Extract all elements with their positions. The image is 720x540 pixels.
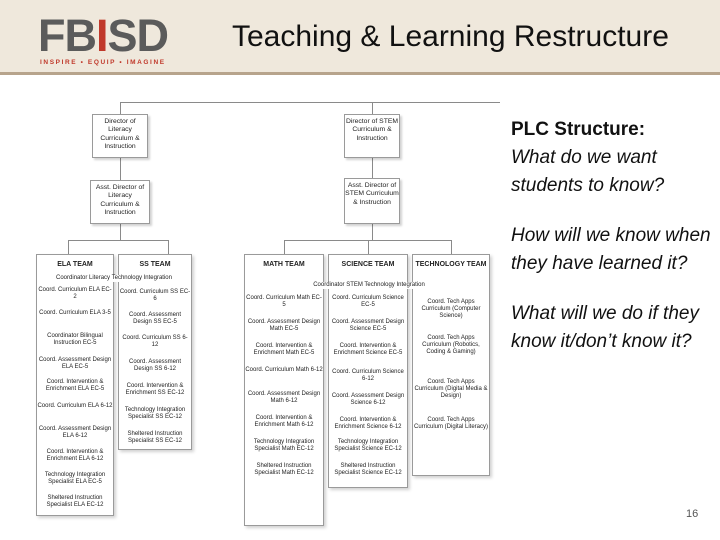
math-item: Sheltered Instruction Specialist Math EC-12 [254, 463, 314, 476]
ela-item: Sheltered Instruction Specialist ELA EC-12 [46, 495, 104, 508]
connector-stem-asst-teams [372, 224, 373, 240]
plc-question-know: What do we want students to know? [511, 147, 665, 196]
ela-item: Coord. Curriculum ELA 3-5 [39, 310, 111, 316]
director-literacy-box: Director of Literacy Curriculum & Instruction [92, 114, 148, 158]
connector-science-down [368, 240, 369, 254]
ss-item: Sheltered Instruction Specialist SS EC-12 [127, 431, 183, 444]
technology-item: Coord. Tech Apps Curriculum (Digital Literacy) [413, 417, 488, 430]
science-item: Coord. Curriculum Science 6-12 [332, 369, 404, 382]
ela-item: Coord. Intervention & Enrichment ELA EC-5 [45, 379, 105, 392]
ss-item: Coord. Intervention & Enrichment SS EC-12 [125, 383, 185, 396]
logo-wordmark [38, 12, 168, 60]
logo-text-right: SD [107, 10, 169, 61]
ela-item: Coord. Curriculum ELA 6-12 [37, 403, 113, 409]
page-number: 16 [686, 508, 699, 520]
technology-team-title: TECHNOLOGY TEAM [415, 261, 487, 268]
ela-team-column [36, 254, 114, 516]
science-item: Coord. Intervention & Enrichment Science EC-5 [333, 343, 403, 356]
header-divider [0, 72, 720, 75]
math-item: Coord. Curriculum Math EC-5 [246, 295, 322, 308]
connector-literacy-down [120, 102, 121, 114]
ss-item: Coord. Curriculum SS EC-6 [119, 289, 191, 302]
connector-literacy-asst-teams [120, 224, 121, 240]
plc-question-learned: How will we know when they have learned it? [511, 225, 711, 274]
ela-item: Coord. Assessment Design ELA EC-5 [38, 357, 112, 370]
science-item: Sheltered Instruction Specialist Science EC-12 [334, 463, 402, 476]
coordinator-literacy-tech-label: Coordinator Literacy Technology Integration [42, 275, 186, 282]
ela-item: Coord. Curriculum ELA EC-2 [38, 287, 112, 300]
ss-item: Technology Integration Specialist SS EC-12 [124, 407, 186, 420]
science-item: Coord. Assessment Design Science 6-12 [331, 393, 405, 406]
ela-item: Technology Integration Specialist ELA EC-5 [44, 472, 106, 485]
math-item: Coord. Curriculum Math 6-12 [245, 367, 323, 373]
math-item: Coord. Intervention & Enrichment Math EC-5 [253, 343, 315, 356]
ss-item: Coord. Assessment Design SS 6-12 [128, 359, 182, 372]
math-team-title: MATH TEAM [263, 261, 305, 268]
connector-ela-down [68, 240, 69, 254]
connector-tech-down [451, 240, 452, 254]
connector-literacy-teams-horizontal [68, 240, 168, 241]
ss-item: Coord. Assessment Design SS EC-5 [128, 312, 182, 325]
science-item: Technology Integration Specialist Science EC-12 [334, 439, 402, 452]
math-item: Coord. Assessment Design Math 6-12 [247, 391, 321, 404]
connector-top-horizontal [120, 102, 500, 103]
asst-director-stem-box: Asst. Director of STEM Curriculum & Instruction [344, 178, 400, 224]
connector-stem-down [372, 102, 373, 114]
ss-item: Coord. Curriculum SS 6-12 [122, 335, 188, 348]
math-item: Coord. Intervention & Enrichment Math 6-12 [254, 415, 314, 428]
technology-item: Coord. Tech Apps Curriculum (Robotics, Coding & Gaming) [422, 335, 480, 355]
ela-item: Coord. Assessment Design ELA 6-12 [38, 426, 112, 439]
logo-tagline: INSPIRE • EQUIP • IMAGINE [40, 59, 166, 66]
ela-item: Coordinator Bilingual Instruction EC-5 [47, 333, 103, 346]
connector-stem-director-asst [372, 158, 373, 178]
asst-director-literacy-box: Asst. Director of Literacy Curriculum & Instruction [90, 180, 150, 224]
plc-heading: PLC Structure: [511, 119, 646, 140]
coordinator-stem-tech-label: Coordinator STEM Technology Integration [258, 282, 480, 289]
logo-text-i: I [96, 10, 108, 61]
ela-team-title: ELA TEAM [57, 261, 93, 268]
ss-team-column [118, 254, 192, 450]
slide-title: Teaching & Learning Restructure [232, 20, 669, 53]
technology-item: Coord. Tech Apps Curriculum (Computer Science) [421, 299, 481, 319]
connector-math-down [284, 240, 285, 254]
plc-structure-panel [511, 116, 711, 356]
science-team-column [328, 254, 408, 488]
org-chart [30, 96, 500, 526]
plc-question-respond: What will we do if they know it/don’t know it? [511, 303, 699, 352]
ss-team-title: SS TEAM [139, 261, 171, 268]
technology-item: Coord. Tech Apps Curriculum (Digital Media & Design) [414, 379, 488, 399]
math-team-column [244, 254, 324, 526]
ela-item: Coord. Intervention & Enrichment ELA 6-12 [46, 449, 104, 462]
math-item: Technology Integration Specialist Math EC-12 [253, 439, 315, 452]
math-item: Coord. Assessment Design Math EC-5 [247, 319, 321, 332]
director-stem-box: Director of STEM Curriculum & Instruction [344, 114, 400, 158]
science-team-title: SCIENCE TEAM [341, 261, 395, 268]
science-item: Coord. Intervention & Enrichment Science 6-12 [334, 417, 402, 430]
science-item: Coord. Curriculum Science EC-5 [332, 295, 404, 308]
logo-text-left: FB [38, 10, 96, 61]
connector-ss-down [168, 240, 169, 254]
connector-literacy-director-asst [120, 158, 121, 180]
science-item: Coord. Assessment Design Science EC-5 [331, 319, 405, 332]
